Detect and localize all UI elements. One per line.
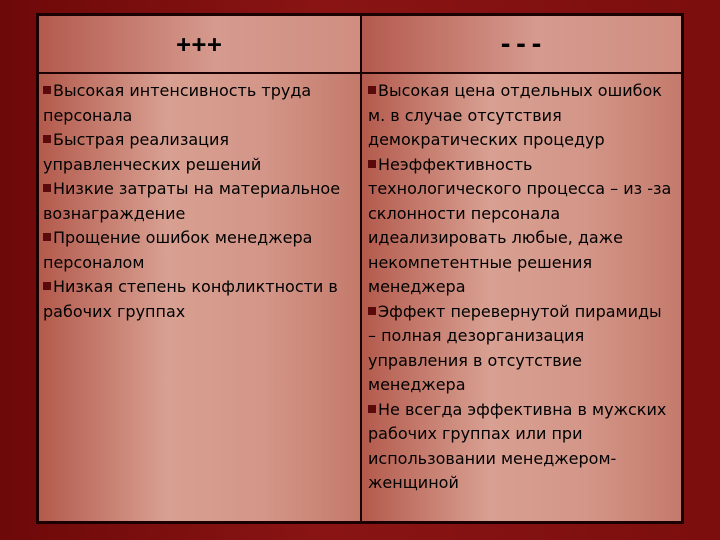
- cons-list: [361, 73, 682, 522]
- list-item: [43, 226, 356, 275]
- list-item: [368, 398, 673, 496]
- list-item: [368, 300, 673, 398]
- cons-item-text: Высокая цена отдельных ошибок м. в случае отсутствия демократических процедур: [368, 81, 662, 149]
- list-item: [43, 128, 356, 177]
- square-bullet-icon: [368, 307, 376, 315]
- header-cons-label: ---: [498, 30, 545, 58]
- list-item: [43, 275, 356, 324]
- list-item: [368, 79, 673, 153]
- comparison-table: [36, 13, 684, 524]
- cons-item-text: Неэффективность технологического процесса – из -за склонности персонала идеализировать любые, даже некомпетентные решения менеджера: [368, 154, 672, 296]
- square-bullet-icon: [43, 184, 51, 192]
- pros-item-text: Низкие затраты на материальное вознаграждение: [43, 179, 341, 223]
- pros-item-text: Прощение ошибок менеджера персоналом: [43, 228, 313, 272]
- cons-item-text: Не всегда эффективна в мужских рабочих группах или при использовании менеджером-женщиной: [368, 399, 667, 492]
- square-bullet-icon: [43, 135, 51, 143]
- square-bullet-icon: [368, 405, 376, 413]
- list-item: [43, 79, 356, 128]
- list-item: [43, 177, 356, 226]
- square-bullet-icon: [43, 86, 51, 94]
- pros-item-text: Низкая степень конфликтности в рабочих группах: [43, 277, 338, 321]
- header-cell-pros: [38, 15, 361, 73]
- cons-item-text: Эффект перевернутой пирамиды – полная дезорганизация управления в отсутствие менеджера: [368, 301, 662, 394]
- square-bullet-icon: [43, 233, 51, 241]
- header-cell-cons: [361, 15, 682, 73]
- square-bullet-icon: [368, 86, 376, 94]
- list-item: [368, 153, 673, 300]
- header-pros-label: +++: [176, 30, 223, 58]
- pros-item-text: Высокая интенсивность труда персонала: [43, 81, 312, 125]
- square-bullet-icon: [43, 282, 51, 290]
- pros-list: [38, 73, 361, 522]
- pros-item-text: Быстрая реализация управленческих решений: [43, 130, 262, 174]
- square-bullet-icon: [368, 160, 376, 168]
